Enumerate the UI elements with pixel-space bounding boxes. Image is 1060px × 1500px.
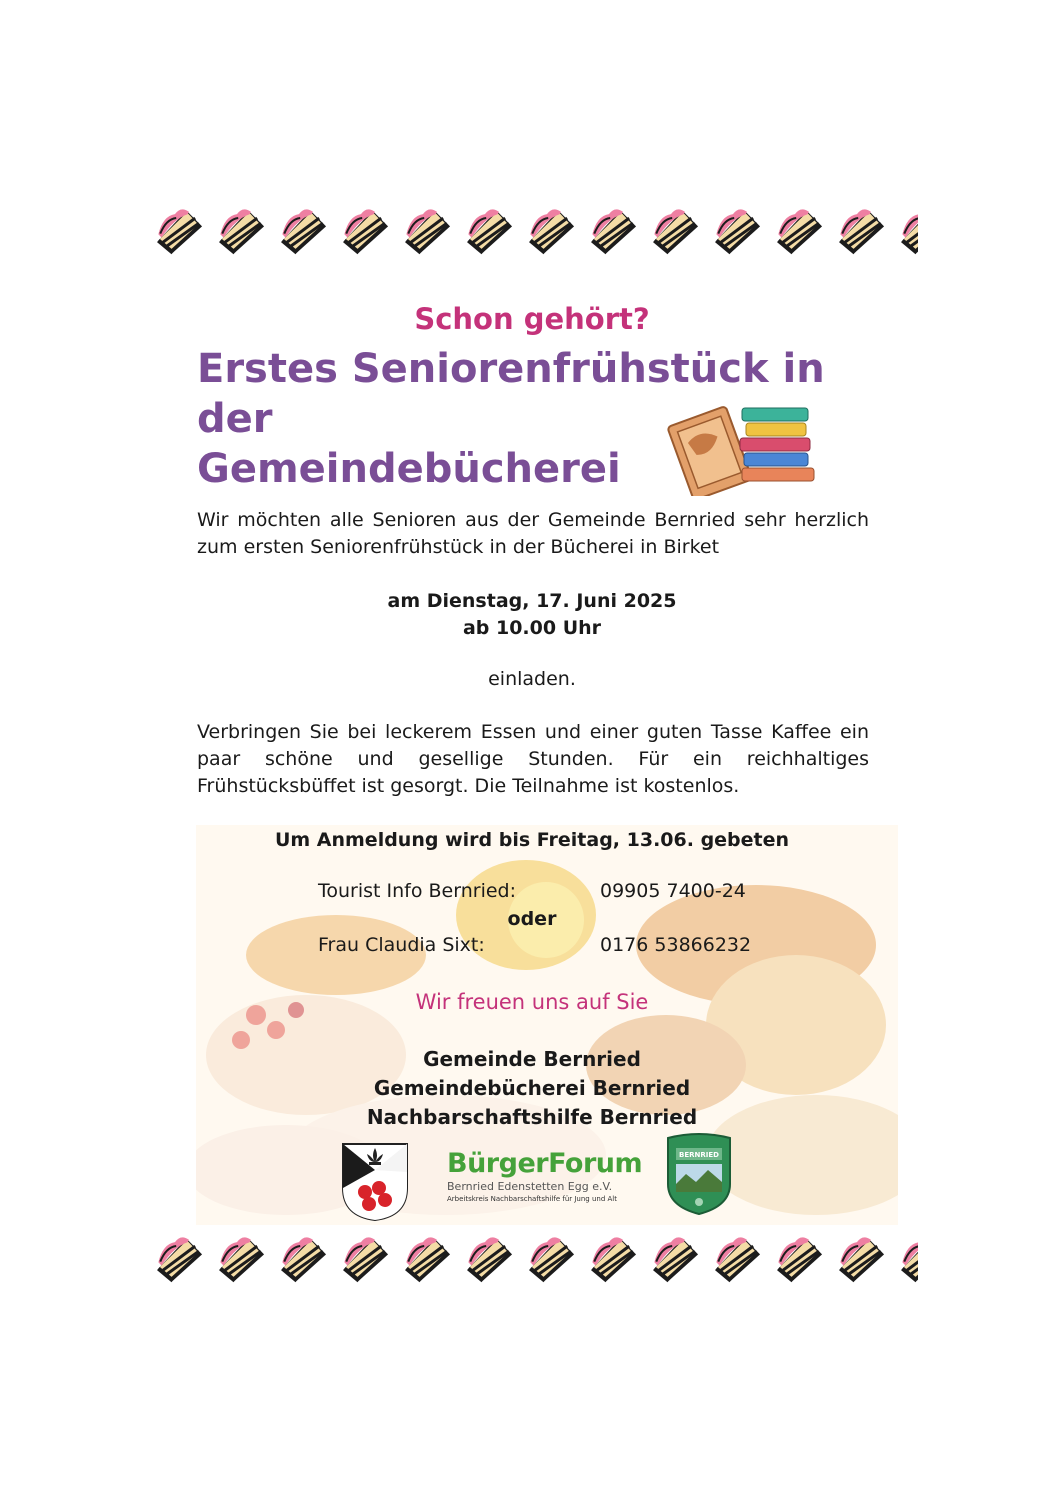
cake-icon [768,200,828,260]
cake-icon [272,1228,332,1288]
contact-2-label: Frau Claudia Sixt: [318,934,485,956]
details-paragraph: Verbringen Sie bei leckerem Essen und einer guten Tasse Kaffee ein paar schöne und gesellige Stunden. Für ein reichhaltiges Frühstücksbüffet ist gesorgt. Die Teilnahme ist kostenlos. [197,721,869,797]
cake-icon [458,1228,518,1288]
cake-icon [148,1228,208,1288]
intro-paragraph: Wir möchten alle Senioren aus der Gemeinde Bernried sehr herzlich zum ersten Seniorenfrühstück in der Bücherei in Birket [197,509,869,558]
nachbarschaftshilfe-badge-logo [664,1132,734,1216]
cake-icon [458,200,518,260]
cake-icon [892,200,918,260]
buergerforum-logo [447,1148,667,1204]
cake-icon [582,1228,642,1288]
cake-icon [706,200,766,260]
cake-icon [396,1228,456,1288]
invite-text: einladen. [488,668,576,690]
signature-line-3: Nachbarschaftshilfe Bernried [366,1105,698,1129]
municipal-crest-logo [341,1142,409,1222]
forum-name: BürgerForum [447,1148,643,1179]
signature-line-1: Gemeinde Bernried [423,1047,641,1071]
signature-block [196,1045,868,1132]
closing-line: Wir freuen uns auf Sie [415,990,649,1014]
contact-1-number: 09905 7400-24 [600,880,746,902]
cake-border-top [148,200,918,260]
cake-icon [148,200,208,260]
event-date-block [196,588,868,642]
cake-icon [396,200,456,260]
cake-icon [582,200,642,260]
cake-icon [892,1228,918,1288]
registration-note: Um Anmeldung wird bis Freitag, 13.06. gebeten [274,829,790,851]
event-date: am Dienstag, 17. Juni 2025 [387,590,677,612]
kicker-heading: Schon gehört? [414,302,650,336]
books-illustration [660,396,826,496]
contact-1-label: Tourist Info Bernried: [318,880,517,902]
contact-2-number: 0176 53866232 [600,934,752,956]
title-line-2: Gemeindebücherei [197,446,621,492]
cake-icon [272,200,332,260]
forum-subtitle: Bernried Edenstetten Egg e.V. [447,1180,613,1193]
event-time: ab 10.00 Uhr [462,617,602,639]
cake-icon [706,1228,766,1288]
cake-icon [210,1228,270,1288]
cake-border-bottom [148,1228,918,1288]
cake-icon [334,1228,394,1288]
cake-icon [334,200,394,260]
cake-icon [520,1228,580,1288]
cake-icon [830,200,890,260]
forum-tagline: Arbeitskreis Nachbarschaftshilfe für Jung und Alt [447,1195,617,1203]
cake-icon [644,1228,704,1288]
cake-icon [520,200,580,260]
cake-icon [768,1228,828,1288]
cake-icon [210,200,270,260]
title-line-1: Erstes Seniorenfrühstück in der [197,346,825,442]
cake-icon [830,1228,890,1288]
svg-text:BERNRIED: BERNRIED [679,1151,719,1159]
signature-line-2: Gemeindebücherei Bernried [373,1076,691,1100]
contact-separator: oder [507,908,557,930]
cake-icon [644,200,704,260]
